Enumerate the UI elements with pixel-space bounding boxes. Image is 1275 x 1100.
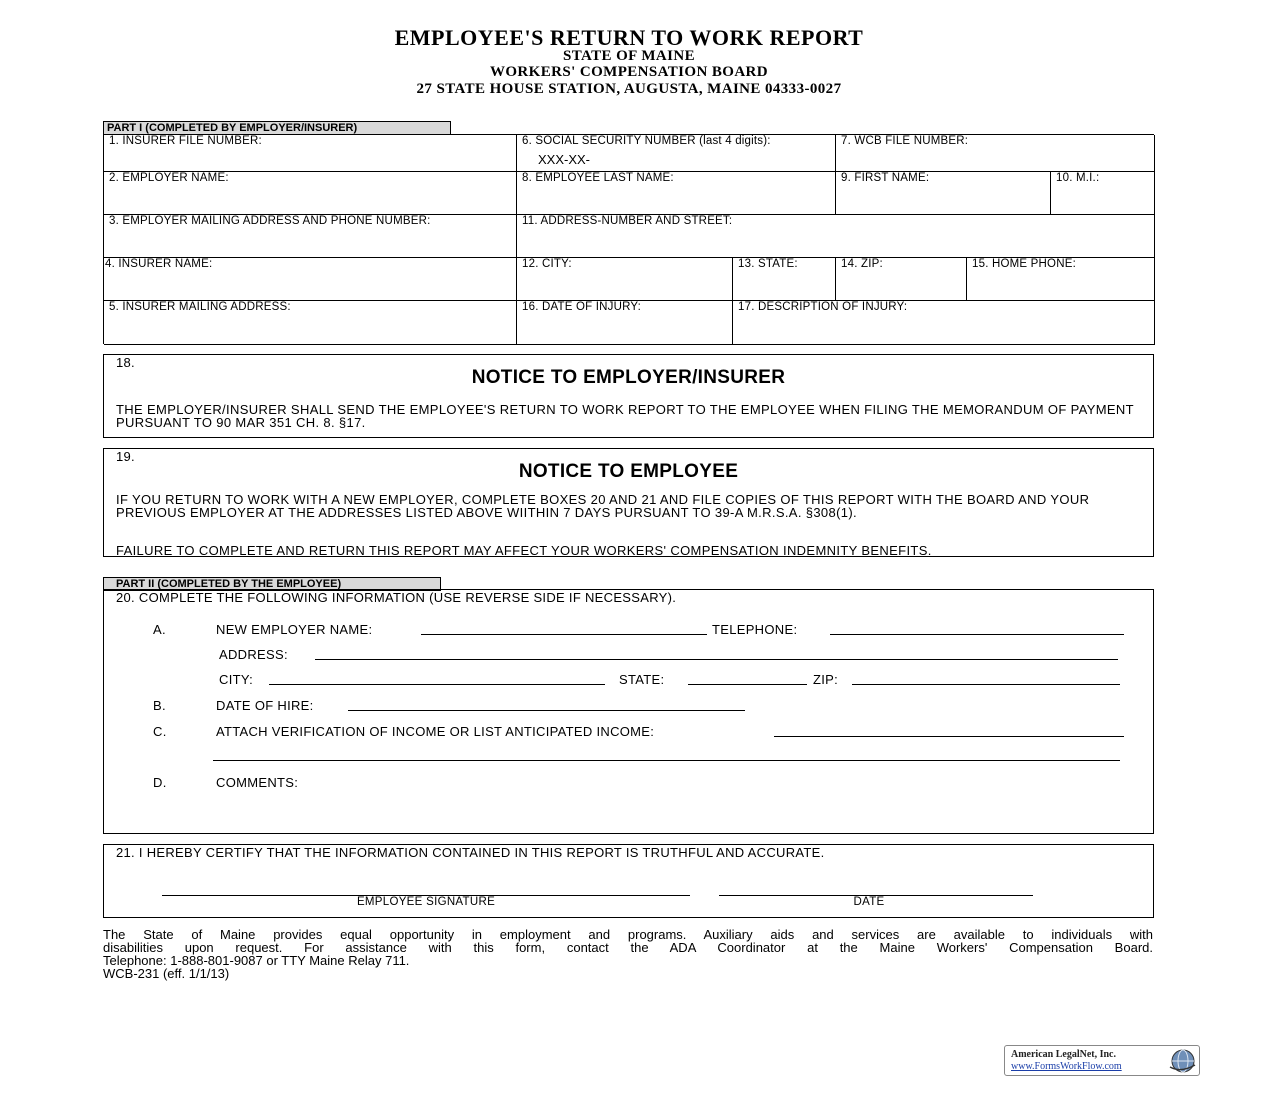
notice-employer-title: NOTICE TO EMPLOYER/INSURER — [471, 367, 786, 388]
wcb-file-number-field[interactable] — [836, 135, 1155, 172]
income-line[interactable] — [774, 736, 1124, 737]
form-id: WCB-231 (eff. 1/1/13) — [103, 966, 230, 981]
footer-line-3: Telephone: 1-888-801-9087 or TTY Maine Relay 711. — [103, 953, 410, 968]
address-label: ADDRESS: — [219, 647, 288, 662]
middle-initial-field[interactable] — [1051, 172, 1155, 215]
date-of-hire-label: DATE OF HIRE: — [216, 698, 314, 713]
logo-url[interactable]: www.FormsWorkFlow.com — [1011, 1061, 1122, 1072]
home-phone-field[interactable] — [967, 258, 1155, 301]
address-line[interactable] — [315, 659, 1118, 660]
field-20-instructions: 20. COMPLETE THE FOLLOWING INFORMATION (USE REVERSE SIDE IF NECESSARY). — [116, 590, 677, 605]
part1-grid — [103, 134, 1154, 344]
header-address: 27 STATE HOUSE STATION, AUGUSTA, MAINE 04333-0027 — [416, 81, 842, 97]
city-field[interactable] — [517, 258, 733, 301]
home-phone-label: 15. HOME PHONE: — [972, 258, 1076, 270]
new-employer-name-line[interactable] — [421, 634, 707, 635]
insurer-name-field[interactable] — [104, 258, 517, 301]
certification-box — [103, 844, 1154, 918]
insurer-mailing-address-field[interactable] — [104, 301, 517, 345]
comments-label: COMMENTS: — [216, 775, 299, 790]
new-employer-name-label: NEW EMPLOYER NAME: — [216, 622, 373, 637]
zip-label-2: ZIP: — [813, 672, 839, 687]
telephone-label: TELEPHONE: — [712, 622, 798, 637]
american-legalnet-logo[interactable] — [1004, 1045, 1200, 1076]
zip-line[interactable] — [852, 684, 1120, 685]
header-state: STATE OF MAINE — [562, 48, 695, 64]
income-label: ATTACH VERIFICATION OF INCOME OR LIST ANTICIPATED INCOME: — [216, 724, 655, 739]
description-of-injury-label: 17. DESCRIPTION OF INJURY: — [738, 301, 908, 313]
middle-initial-label: 10. M.I.: — [1056, 172, 1100, 184]
state-field[interactable] — [733, 258, 836, 301]
date-of-injury-label: 16. DATE OF INJURY: — [522, 301, 642, 313]
ssn-field[interactable] — [517, 135, 836, 172]
employer-address-field[interactable] — [104, 215, 517, 258]
item-d-letter: D. — [153, 775, 167, 790]
employee-last-name-field[interactable] — [517, 172, 836, 215]
employee-last-name-label: 8. EMPLOYEE LAST NAME: — [522, 172, 674, 184]
certification-text: 21. I HEREBY CERTIFY THAT THE INFORMATION CONTAINED IN THIS REPORT IS TRUTHFUL AND ACCURATE. — [116, 845, 825, 860]
state-label-2: STATE: — [619, 672, 665, 687]
zip-field[interactable] — [836, 258, 967, 301]
ssn-label: 6. SOCIAL SECURITY NUMBER (last 4 digits): — [522, 135, 771, 147]
notice-employer-text: THE EMPLOYER/INSURER SHALL SEND THE EMPLOYEE'S RETURN TO WORK REPORT TO THE EMPLOYEE WHEN FILING THE MEMORANDUM OF PAYMENT PURSUANT TO 90 MAR 351 CH. 8. §17. — [116, 402, 1134, 430]
insurer-file-number-label: 1. INSURER FILE NUMBER: — [109, 135, 262, 147]
insurer-file-number-field[interactable] — [104, 135, 517, 172]
insurer-name-label: 4. INSURER NAME: — [105, 258, 213, 270]
income-line-2[interactable] — [213, 760, 1120, 761]
zip-label: 14. ZIP: — [841, 258, 883, 270]
ssn-value: XXX-XX- — [538, 152, 591, 167]
notice-employee-title: NOTICE TO EMPLOYEE — [518, 461, 739, 482]
state-label: 13. STATE: — [738, 258, 798, 270]
notice-employer-box — [103, 354, 1154, 438]
part1-tab: PART I (COMPLETED BY EMPLOYER/INSURER) — [103, 121, 451, 135]
footer-line-2: disabilities upon request. For assistance with this form, contact the ADA Coordinator at the Maine Workers' Compensation Board. — [103, 940, 1153, 955]
city-label-2: CITY: — [219, 672, 254, 687]
item-c-letter: C. — [153, 724, 167, 739]
employee-street-label: 11. ADDRESS-NUMBER AND STREET: — [522, 215, 733, 227]
state-line[interactable] — [688, 684, 807, 685]
item-b-letter: B. — [153, 698, 166, 713]
notice-18-number: 18. — [116, 355, 135, 370]
first-name-field[interactable] — [836, 172, 1051, 215]
date-of-injury-field[interactable] — [517, 301, 733, 345]
logo-company: American LegalNet, Inc. — [1011, 1049, 1116, 1060]
employer-address-label: 3. EMPLOYER MAILING ADDRESS AND PHONE NUMBER: — [109, 215, 431, 227]
notice-employee-text: IF YOU RETURN TO WORK WITH A NEW EMPLOYER, COMPLETE BOXES 20 AND 21 AND FILE COPIES OF THIS REPORT WITH THE BOARD AND YOUR PREVIOUS EMPLOYER AT THE ADDRESSES LISTED ABOVE WIITHIN 7 DAYS PURSUANT TO 39-A M.R.S.A. §308(1). — [116, 492, 1090, 520]
globe-icon — [1167, 1047, 1197, 1075]
part2-box — [103, 589, 1154, 834]
footer-line-1: The State of Maine provides equal opportunity in employment and programs. Auxiliary aids and services are available to individuals with — [103, 927, 1153, 942]
notice-employee-box — [103, 448, 1154, 557]
notice-19-number: 19. — [116, 449, 135, 464]
insurer-mailing-address-label: 5. INSURER MAILING ADDRESS: — [109, 301, 291, 313]
employer-name-field[interactable] — [104, 172, 517, 215]
city-line[interactable] — [269, 684, 605, 685]
item-a-letter: A. — [153, 622, 166, 637]
city-label: 12. CITY: — [522, 258, 572, 270]
employer-name-label: 2. EMPLOYER NAME: — [109, 172, 229, 184]
notice-employee-warning: FAILURE TO COMPLETE AND RETURN THIS REPORT MAY AFFECT YOUR WORKERS' COMPENSATION INDEMNITY BENEFITS. — [116, 543, 932, 558]
part2-tab: PART II (COMPLETED BY THE EMPLOYEE) — [103, 577, 441, 591]
telephone-line[interactable] — [830, 634, 1124, 635]
header-board: WORKERS' COMPENSATION BOARD — [489, 64, 769, 80]
date-of-hire-line[interactable] — [348, 710, 745, 711]
first-name-label: 9. FIRST NAME: — [841, 172, 930, 184]
employee-street-field[interactable] — [517, 215, 1155, 258]
employee-signature-label: EMPLOYEE SIGNATURE — [356, 896, 496, 908]
wcb-file-number-label: 7. WCB FILE NUMBER: — [841, 135, 969, 147]
form-title: EMPLOYEE'S RETURN TO WORK REPORT — [394, 25, 864, 50]
description-of-injury-field[interactable] — [733, 301, 1155, 345]
date-label: DATE — [853, 896, 885, 908]
